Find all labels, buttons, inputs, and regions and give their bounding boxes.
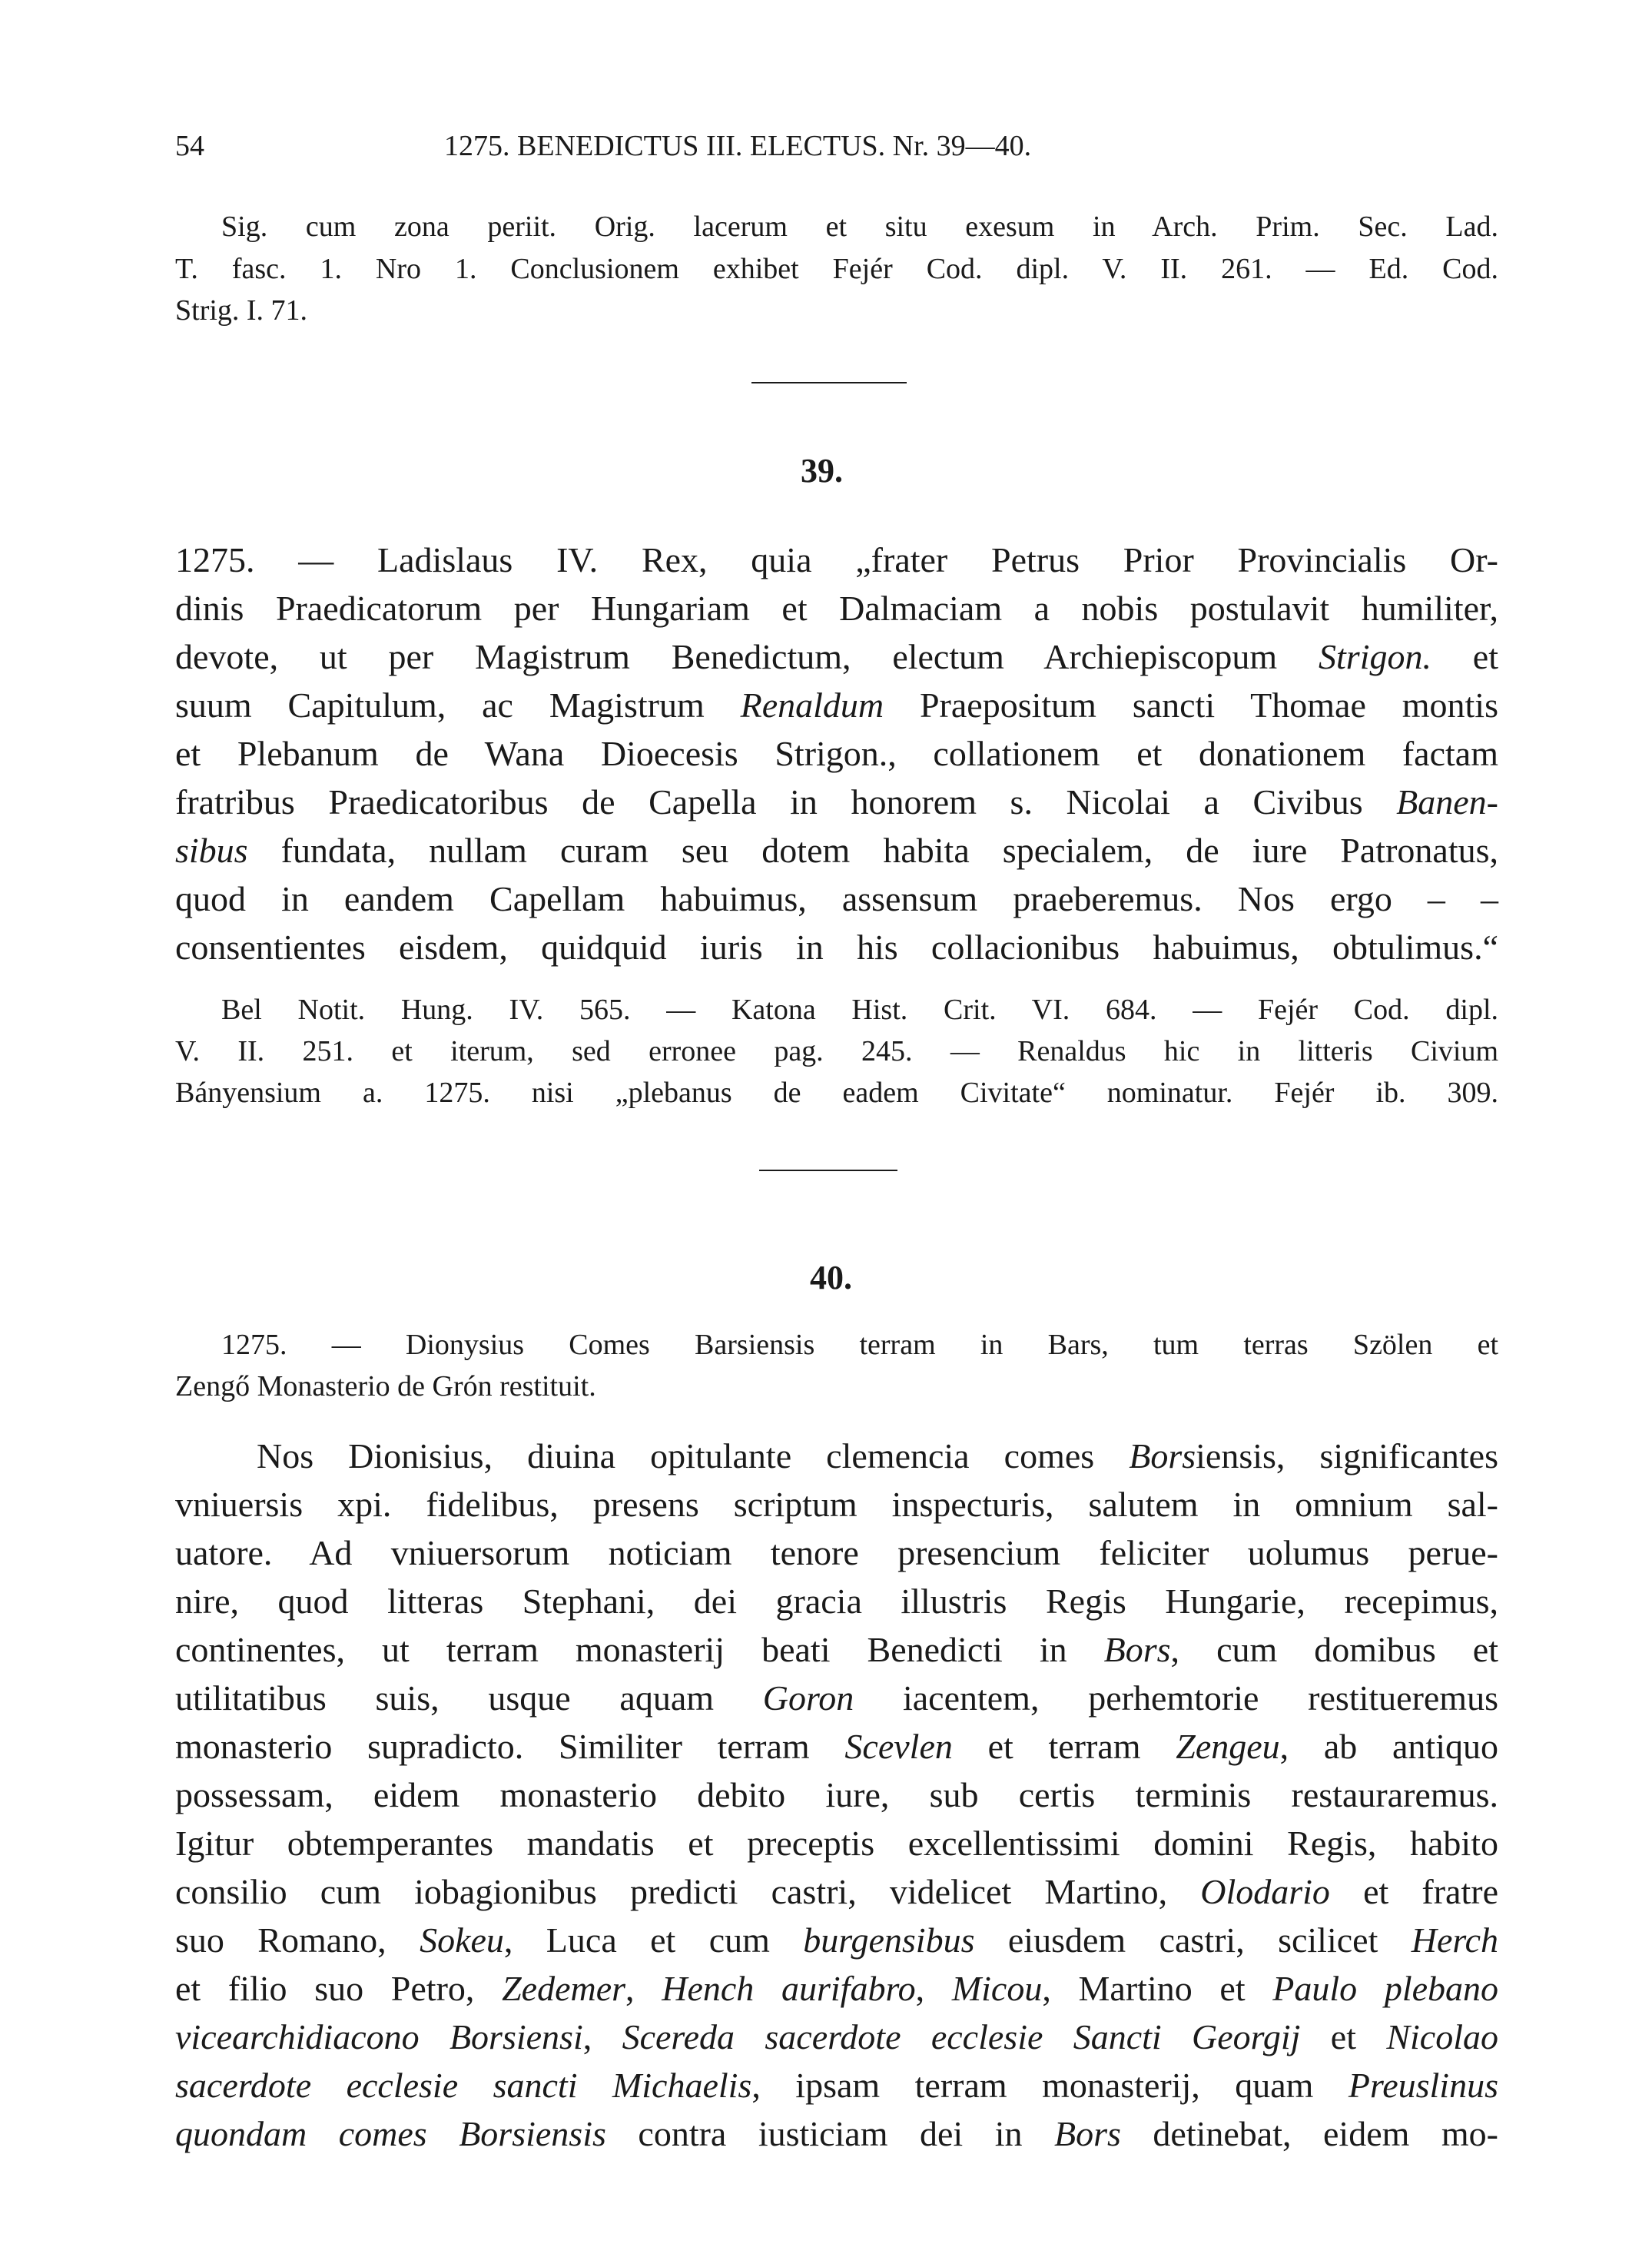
body-line: et Plebanum de Wana Dioecesis Strigon., collationem et donationem factam (175, 734, 1498, 773)
page-number: 54 (175, 130, 204, 162)
regest-line: 1275. — Dionysius Comes Barsiensis terram in Bars, tum terras Szölen et (221, 1329, 1498, 1361)
note-line: Bányensium a. 1275. nisi „plebanus de eadem Civitate“ nominatur. Fejér ib. 309. (175, 1077, 1498, 1109)
body-line: possessam, eidem monasterio debito iure, sub certis terminis restauraremus. (175, 1775, 1498, 1814)
body-line: 1275. — Ladislaus IV. Rex, quia „frater Petrus Prior Provincialis Or- (175, 540, 1498, 579)
body-line: dinis Praedicatorum per Hungariam et Dalmaciam a nobis postulavit humiliter, (175, 589, 1498, 628)
body-line: uatore. Ad vniuersorum noticiam tenore presencium feliciter uolumus perue- (175, 1533, 1498, 1572)
note-line: T. fasc. 1. Nro 1. Conclusionem exhibet Fejér Cod. dipl. V. II. 261. — Ed. Cod. (175, 253, 1498, 285)
body-line: vniuersis xpi. fidelibus, presens scriptum inspecturis, salutem in omnium sal- (175, 1485, 1498, 1524)
body-line: fratribus Praedicatoribus de Capella in honorem s. Nicolai a Civibus Banen- (175, 782, 1498, 821)
running-title: 1275. BENEDICTUS III. ELECTUS. Nr. 39—40. (444, 130, 1032, 162)
body-line: sibus fundata, nullam curam seu dotem habita specialem, de iure Patronatus, (175, 831, 1498, 870)
body-line: suum Capitulum, ac Magistrum Renaldum Praepositum sancti Thomae montis (175, 685, 1498, 725)
body-line: devote, ut per Magistrum Benedictum, electum Archiepiscopum Strigon. et (175, 637, 1498, 676)
note-line: Bel Notit. Hung. IV. 565. — Katona Hist. Crit. VI. 684. — Fejér Cod. dipl. (221, 994, 1498, 1026)
body-line: sacerdote ecclesie sancti Michaelis, ipsam terram monasterij, quam Preuslinus (175, 2066, 1498, 2105)
document-number: 39. (801, 452, 843, 490)
body-line: consentientes eisdem, quidquid iuris in his collacionibus habuimus, obtulimus.“ (175, 928, 1498, 967)
body-line: Igitur obtemperantes mandatis et preceptis excellentissimi domini Regis, habito (175, 1824, 1498, 1863)
section-divider (759, 1170, 897, 1171)
note-line: Sig. cum zona periit. Orig. lacerum et situ exesum in Arch. Prim. Sec. Lad. (221, 211, 1498, 243)
note-line: Strig. I. 71. (175, 294, 308, 327)
body-line: consilio cum iobagionibus predicti castri, videlicet Martino, Olodario et fratre (175, 1872, 1498, 1911)
body-line: utilitatibus suis, usque aquam Goron iacentem, perhemtorie restitueremus (175, 1678, 1498, 1718)
body-line: quondam comes Borsiensis contra iusticiam dei in Bors detinebat, eidem mo- (175, 2114, 1499, 2153)
regest-line: Zengő Monasterio de Grón restituit. (175, 1370, 596, 1402)
document-number: 40. (810, 1259, 852, 1296)
note-line: V. II. 251. et iterum, sed erronee pag. 245. — Renaldus hic in litteris Civium (175, 1035, 1498, 1067)
section-divider (751, 382, 907, 383)
body-line: continentes, ut terram monasterij beati Benedicti in Bors, cum domibus et (175, 1630, 1498, 1669)
body-line: nire, quod litteras Stephani, dei gracia illustris Regis Hungarie, recepimus, (175, 1582, 1498, 1621)
body-line: et filio suo Petro, Zedemer, Hench aurifabro, Micou, Martino et Paulo plebano (175, 1969, 1499, 2008)
body-line: suo Romano, Sokeu, Luca et cum burgensibus eiusdem castri, scilicet Herch (175, 1920, 1498, 1960)
body-line: quod in eandem Capellam habuimus, assensum praeberemus. Nos ergo – – (175, 879, 1498, 918)
body-line: monasterio supradicto. Similiter terram Scevlen et terram Zengeu, ab antiquo (175, 1727, 1498, 1766)
body-line: Nos Dionisius, diuina opitulante clemencia comes Borsiensis, significantes (257, 1436, 1498, 1475)
body-line: vicearchidiacono Borsiensi, Scereda sacerdote ecclesie Sancti Georgij et Nicolao (175, 2017, 1499, 2056)
